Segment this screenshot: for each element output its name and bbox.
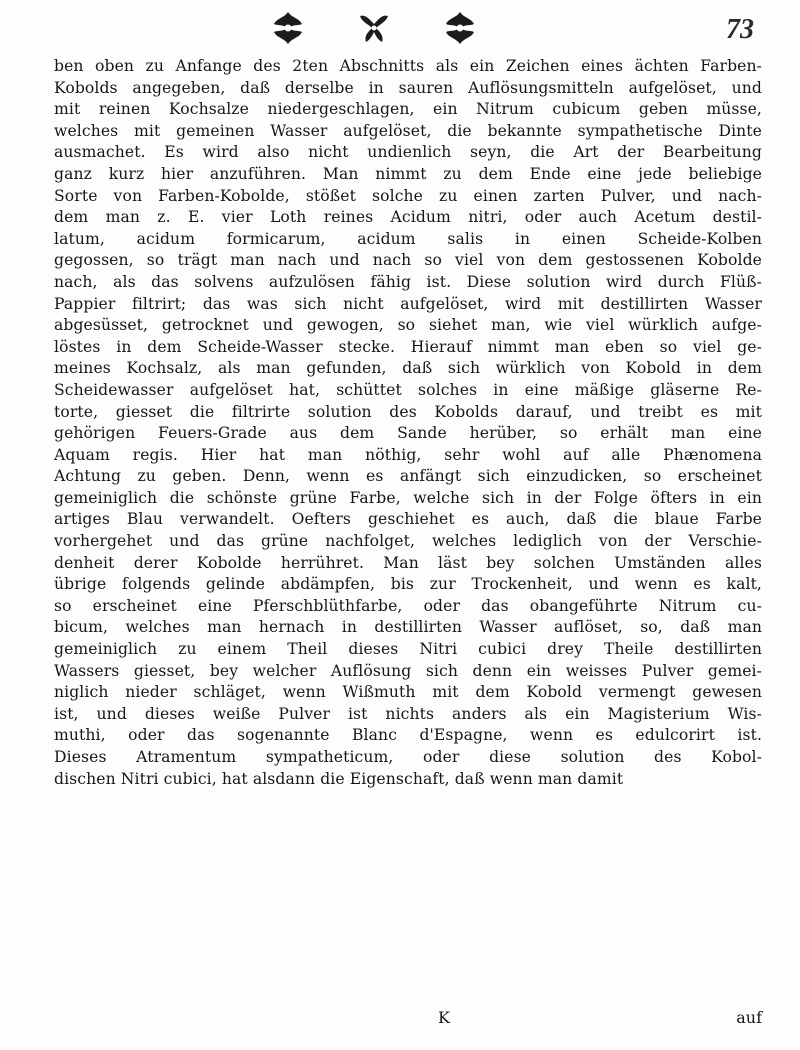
text-line: übrige folgends gelinde abdämpfen, bis zur Trockenheit, und wenn es kalt, xyxy=(54,575,762,594)
text-line: welches mit gemeinen Wasser aufgelöset, die bekannte sympathetische Dinte xyxy=(54,121,762,140)
text-line: torte, giesset die filtrirte solution des Kobolds darauf, und treibt es mit xyxy=(54,402,762,421)
text-line: meines Kochsalz, als man gefunden, daß sich würklich von Kobold in dem xyxy=(54,359,762,378)
fleuron-icon xyxy=(440,8,480,48)
text-line: Kobolds angegeben, daß derselbe in sauren Auflösungsmitteln aufgelöset, und xyxy=(54,78,762,97)
text-line: abgesüsset, getrocknet und gewogen, so siehet man, wie viel würklich aufge- xyxy=(54,316,762,335)
header-ornaments xyxy=(0,8,800,48)
text-line: ben oben zu Anfange des 2ten Abschnitts als ein Zeichen eines ächten Farben- xyxy=(54,57,762,75)
fleuron-icon xyxy=(268,8,308,48)
text-line: muthi, oder das sogenannte Blanc d'Espagne, wenn es edulcorirt ist. xyxy=(54,726,762,745)
text-line: Sorte von Farben-Kobolde, stößet solche zu einen zarten Pulver, und nach- xyxy=(54,186,762,205)
text-line: dem man z. E. vier Loth reines Acidum nitri, oder auch Acetum destil- xyxy=(54,208,762,227)
text-line: dischen Nitri cubici, hat alsdann die Eigenschaft, daß wenn man damit xyxy=(54,769,624,788)
text-line: latum, acidum formicarum, acidum salis in einen Scheide-Kolben xyxy=(54,229,762,248)
text-line: gehörigen Feuers-Grade aus dem Sande herüber, so erhält man eine xyxy=(54,424,762,443)
text-line: niglich nieder schläget, wenn Wißmuth mit dem Kobold vermengt gewesen xyxy=(54,683,762,702)
text-line: Scheidewasser aufgelöset hat, schüttet solches in eine mäßige gläserne Re- xyxy=(54,380,762,399)
text-line: gegossen, so trägt man nach und nach so viel von dem gestossenen Kobolde xyxy=(54,251,762,270)
signature-mark: K xyxy=(438,1008,450,1027)
text-line: ausmachet. Es wird also nicht undienlich seyn, die Art der Bearbeitung xyxy=(54,143,762,162)
text-line: artiges Blau verwandelt. Oefters geschiehet es auch, daß die blaue Farbe xyxy=(54,510,762,529)
text-line: löstes in dem Scheide-Wasser stecke. Hierauf nimmt man eben so viel ge- xyxy=(54,337,762,356)
text-line: Achtung zu geben. Denn, wenn es anfängt sich einzudicken, so erscheinet xyxy=(54,467,762,486)
text-line: mit reinen Kochsalze niedergeschlagen, ein Nitrum cubicum geben müsse, xyxy=(54,100,762,119)
page-footer xyxy=(54,1008,762,1036)
text-line: Pappier filtrirt; das was sich nicht aufgelöset, wird mit destillirten Wasser xyxy=(54,294,762,313)
catchword: auf xyxy=(736,1008,762,1027)
text-line: vorhergehet und das grüne nachfolget, welches lediglich von der Verschie- xyxy=(54,532,762,551)
text-line: Dieses Atramentum sympatheticum, oder diese solution des Kobol- xyxy=(54,748,762,766)
text-line: Wassers giesset, bey welcher Auflösung sich denn ein weisses Pulver gemei- xyxy=(54,661,762,680)
text-line: Aquam regis. Hier hat man nöthig, sehr wohl auf alle Phænomena xyxy=(54,445,762,464)
text-line: gemeiniglich die schönste grüne Farbe, welche sich in der Folge öfters in ein xyxy=(54,488,762,507)
fleuron-icon xyxy=(354,8,394,48)
body-text xyxy=(54,56,762,790)
text-line: ganz kurz hier anzuführen. Man nimmt zu dem Ende eine jede beliebige xyxy=(54,164,762,183)
text-line: nach, als das solvens aufzulösen fähig ist. Diese solution wird durch Flüß- xyxy=(54,272,762,291)
text-line: bicum, welches man hernach in destillirten Wasser auflöset, so, daß man xyxy=(54,618,762,637)
text-line: ist, und dieses weiße Pulver ist nichts anders als ein Magisterium Wis- xyxy=(54,704,762,723)
page-number: 73 xyxy=(726,14,754,45)
text-line: so erscheinet eine Pferschblüthfarbe, oder das obangeführte Nitrum cu- xyxy=(54,596,762,615)
text-line: gemeiniglich zu einem Theil dieses Nitri cubici drey Theile destillirten xyxy=(54,640,762,659)
text-line: denheit derer Kobolde herrühret. Man läst bey solchen Umständen alles xyxy=(54,553,762,572)
